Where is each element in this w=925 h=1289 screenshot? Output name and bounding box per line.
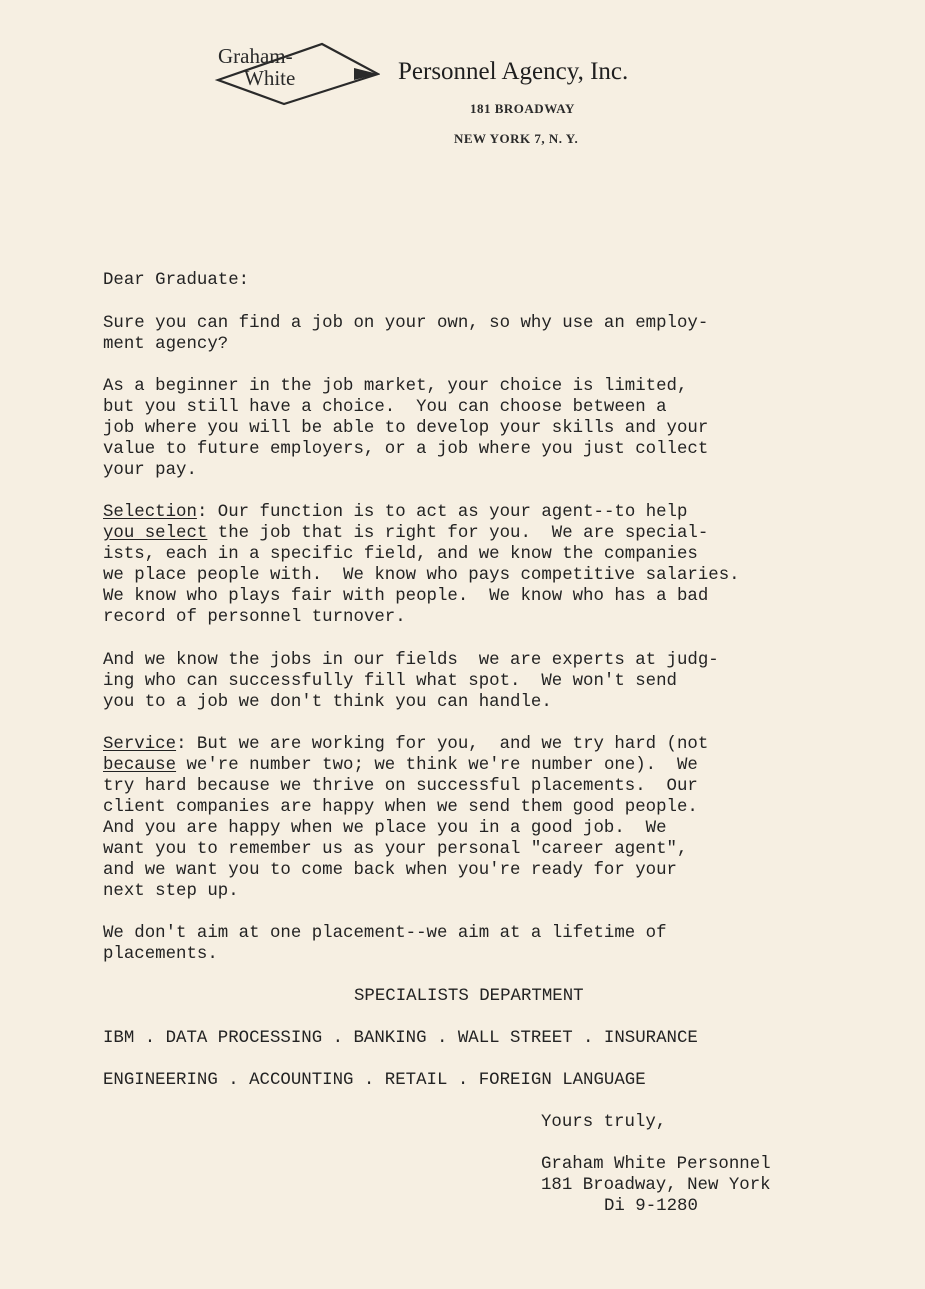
paragraph-line: record of personnel turnover. (103, 608, 406, 627)
letterhead-city: NEW YORK 7, N. Y. (454, 131, 579, 146)
paragraph-line (103, 735, 708, 756)
paragraph-line (103, 756, 698, 777)
paragraph-line: And we know the jobs in our fields we are experts at judg- (103, 651, 719, 670)
phone-number: Di 9-1280 (604, 1197, 698, 1216)
company-logo (214, 40, 380, 106)
paragraph-line: your pay. (103, 461, 197, 480)
departments-line: IBM . DATA PROCESSING . BANKING . WALL STREET . INSURANCE (103, 1029, 698, 1048)
paragraph-line: Sure you can find a job on your own, so why use an employ- (103, 314, 709, 333)
departments-title: SPECIALISTS DEPARTMENT (354, 987, 584, 1006)
paragraph-text: : Our function is to act as your agent--to help (196, 503, 688, 522)
selection-heading: Selection (103, 503, 197, 522)
paragraph-line: job where you will be able to develop your skills and your (103, 419, 709, 438)
letterhead-street: 181 BROADWAY (470, 101, 575, 116)
paragraph-line: We know who plays fair with people. We know who has a bad (103, 587, 709, 606)
logo-text-white: White (244, 66, 296, 90)
paragraph-line: we place people with. We know who pays competitive salaries. (103, 566, 740, 585)
signature-line: 181 Broadway, New York (541, 1176, 771, 1195)
signature-line: Graham White Personnel (541, 1155, 771, 1174)
paragraph-line: value to future employers, or a job where you just collect (103, 440, 709, 459)
paragraph-text: the job that is right for you. We are special- (207, 524, 709, 543)
paragraph-line: client companies are happy when we send them good people. (103, 798, 698, 817)
paragraph-line (103, 503, 687, 524)
paragraph-line: And you are happy when we place you in a good job. We (103, 819, 667, 838)
paragraph-line: ing who can successfully fill what spot. We won't send (103, 672, 677, 691)
paragraph-line: and we want you to come back when you're ready for your (103, 861, 677, 880)
service-heading: Service (103, 735, 177, 754)
logo-text-graham: Graham- (218, 44, 293, 68)
paragraph-line: you to a job we don't think you can handle. (103, 693, 552, 712)
salutation: Dear Graduate: (103, 271, 250, 290)
underlined-text: because (103, 756, 177, 775)
paragraph-line: ment agency? (103, 335, 229, 354)
paragraph-line: As a beginner in the job market, your choice is limited, (103, 377, 688, 396)
agency-name: Personnel Agency, Inc. (398, 58, 629, 85)
paragraph-line: try hard because we thrive on successful placements. Our (103, 777, 698, 796)
underlined-text: you select (103, 524, 208, 543)
valediction: Yours truly, (541, 1113, 667, 1132)
paragraph-line: placements. (103, 945, 218, 964)
paragraph-line: want you to remember us as your personal "career agent", (103, 840, 688, 859)
paragraph-line: next step up. (103, 882, 239, 901)
paragraph-text: we're number two; we think we're number one). We (176, 756, 698, 775)
departments-line: ENGINEERING . ACCOUNTING . RETAIL . FOREIGN LANGUAGE (103, 1071, 646, 1090)
paragraph-line (103, 524, 708, 545)
paragraph-text: : But we are working for you, and we try hard (not (176, 735, 709, 754)
paragraph-line: ists, each in a specific field, and we know the companies (103, 545, 698, 564)
paragraph-line: We don't aim at one placement--we aim at a lifetime of (103, 924, 667, 943)
paragraph-line: but you still have a choice. You can choose between a (103, 398, 667, 417)
